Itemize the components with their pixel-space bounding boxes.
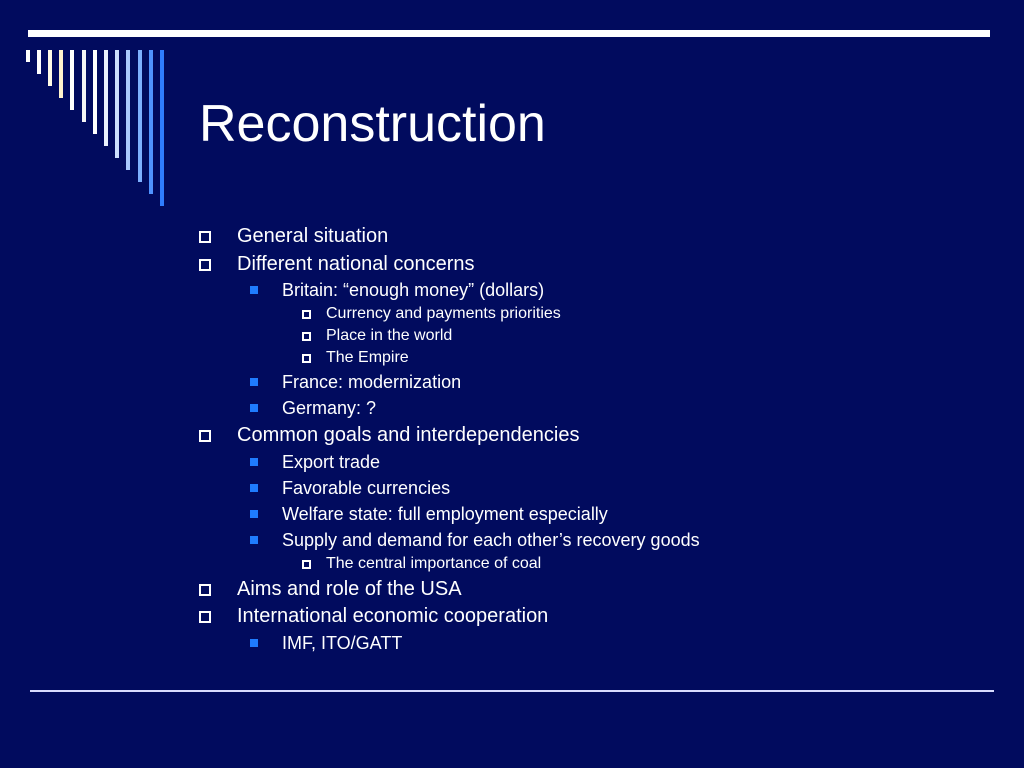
bullet-item-level-2	[282, 527, 700, 553]
filled-square-icon	[250, 484, 258, 492]
bullet-item-level-3	[326, 347, 409, 369]
hollow-square-icon	[302, 354, 311, 363]
bullet-text: The central importance of coal	[326, 554, 542, 572]
bullet-item-level-3	[326, 303, 561, 325]
bottom-rule	[30, 690, 994, 692]
stripe-5	[70, 50, 74, 110]
bullet-item-level-1	[237, 250, 475, 278]
bullet-text: Britain: “enough money” (dollars)	[282, 280, 545, 300]
bullet-text: France: modernization	[282, 372, 462, 392]
stripe-13	[160, 50, 164, 206]
hollow-square-icon	[302, 310, 311, 319]
stripe-3	[48, 50, 52, 86]
bullet-text: General situation	[237, 225, 389, 247]
bullet-item-level-2	[282, 277, 544, 303]
bullet-text: Favorable currencies	[282, 477, 451, 498]
hollow-square-icon	[199, 584, 211, 596]
bullet-text: Aims and role of the USA	[237, 577, 462, 600]
bullet-text: Different national concerns	[237, 252, 475, 275]
hollow-square-icon	[302, 560, 311, 569]
stripe-2	[37, 50, 41, 74]
stripe-1	[26, 50, 30, 62]
bullet-item-level-1	[237, 602, 548, 630]
stripe-7	[93, 50, 97, 134]
bullet-item-level-1	[237, 421, 579, 449]
stripe-4	[59, 50, 63, 98]
bullet-text: Supply and demand for each other’s recovery goods	[282, 529, 700, 550]
bullet-item-level-2	[282, 395, 376, 421]
stripe-8	[104, 50, 108, 146]
filled-square-icon	[250, 639, 258, 647]
slide-title: Reconstruction	[199, 95, 546, 153]
stripe-12	[149, 50, 153, 194]
bullet-text: Germany: ?	[282, 398, 377, 418]
bullet-item-level-2	[282, 369, 461, 395]
filled-square-icon	[250, 286, 258, 294]
bullet-item-level-3	[326, 553, 541, 575]
bullet-item-level-2	[282, 501, 608, 527]
hollow-square-icon	[199, 231, 211, 243]
bullet-item-level-2	[282, 630, 402, 656]
bullet-text: International economic cooperation	[237, 605, 549, 627]
stripe-10	[126, 50, 130, 170]
decorative-stripes	[0, 0, 180, 220]
stripe-6	[82, 50, 86, 122]
bullet-text: Welfare state: full employment especially	[282, 503, 608, 524]
bullet-text: Common goals and interdependencies	[237, 424, 580, 446]
hollow-square-icon	[302, 332, 311, 341]
filled-square-icon	[250, 458, 258, 466]
hollow-square-icon	[199, 430, 211, 442]
bullet-item-level-2	[282, 475, 450, 501]
bullet-item-level-3	[326, 325, 452, 347]
bullet-text: The Empire	[326, 349, 409, 366]
bullet-item-level-2	[282, 449, 380, 475]
filled-square-icon	[250, 378, 258, 386]
filled-square-icon	[250, 510, 258, 518]
bullet-text: Place in the world	[326, 327, 453, 344]
bullet-item-level-1	[237, 575, 462, 603]
hollow-square-icon	[199, 259, 211, 271]
bullet-item-level-1	[237, 222, 388, 250]
bullet-text: Currency and payments priorities	[326, 305, 561, 322]
bullet-text: IMF, ITO/GATT	[282, 632, 403, 653]
hollow-square-icon	[199, 611, 211, 623]
stripe-11	[138, 50, 142, 182]
bullet-text: Export trade	[282, 451, 381, 472]
filled-square-icon	[250, 404, 258, 412]
filled-square-icon	[250, 536, 258, 544]
stripe-9	[115, 50, 119, 158]
